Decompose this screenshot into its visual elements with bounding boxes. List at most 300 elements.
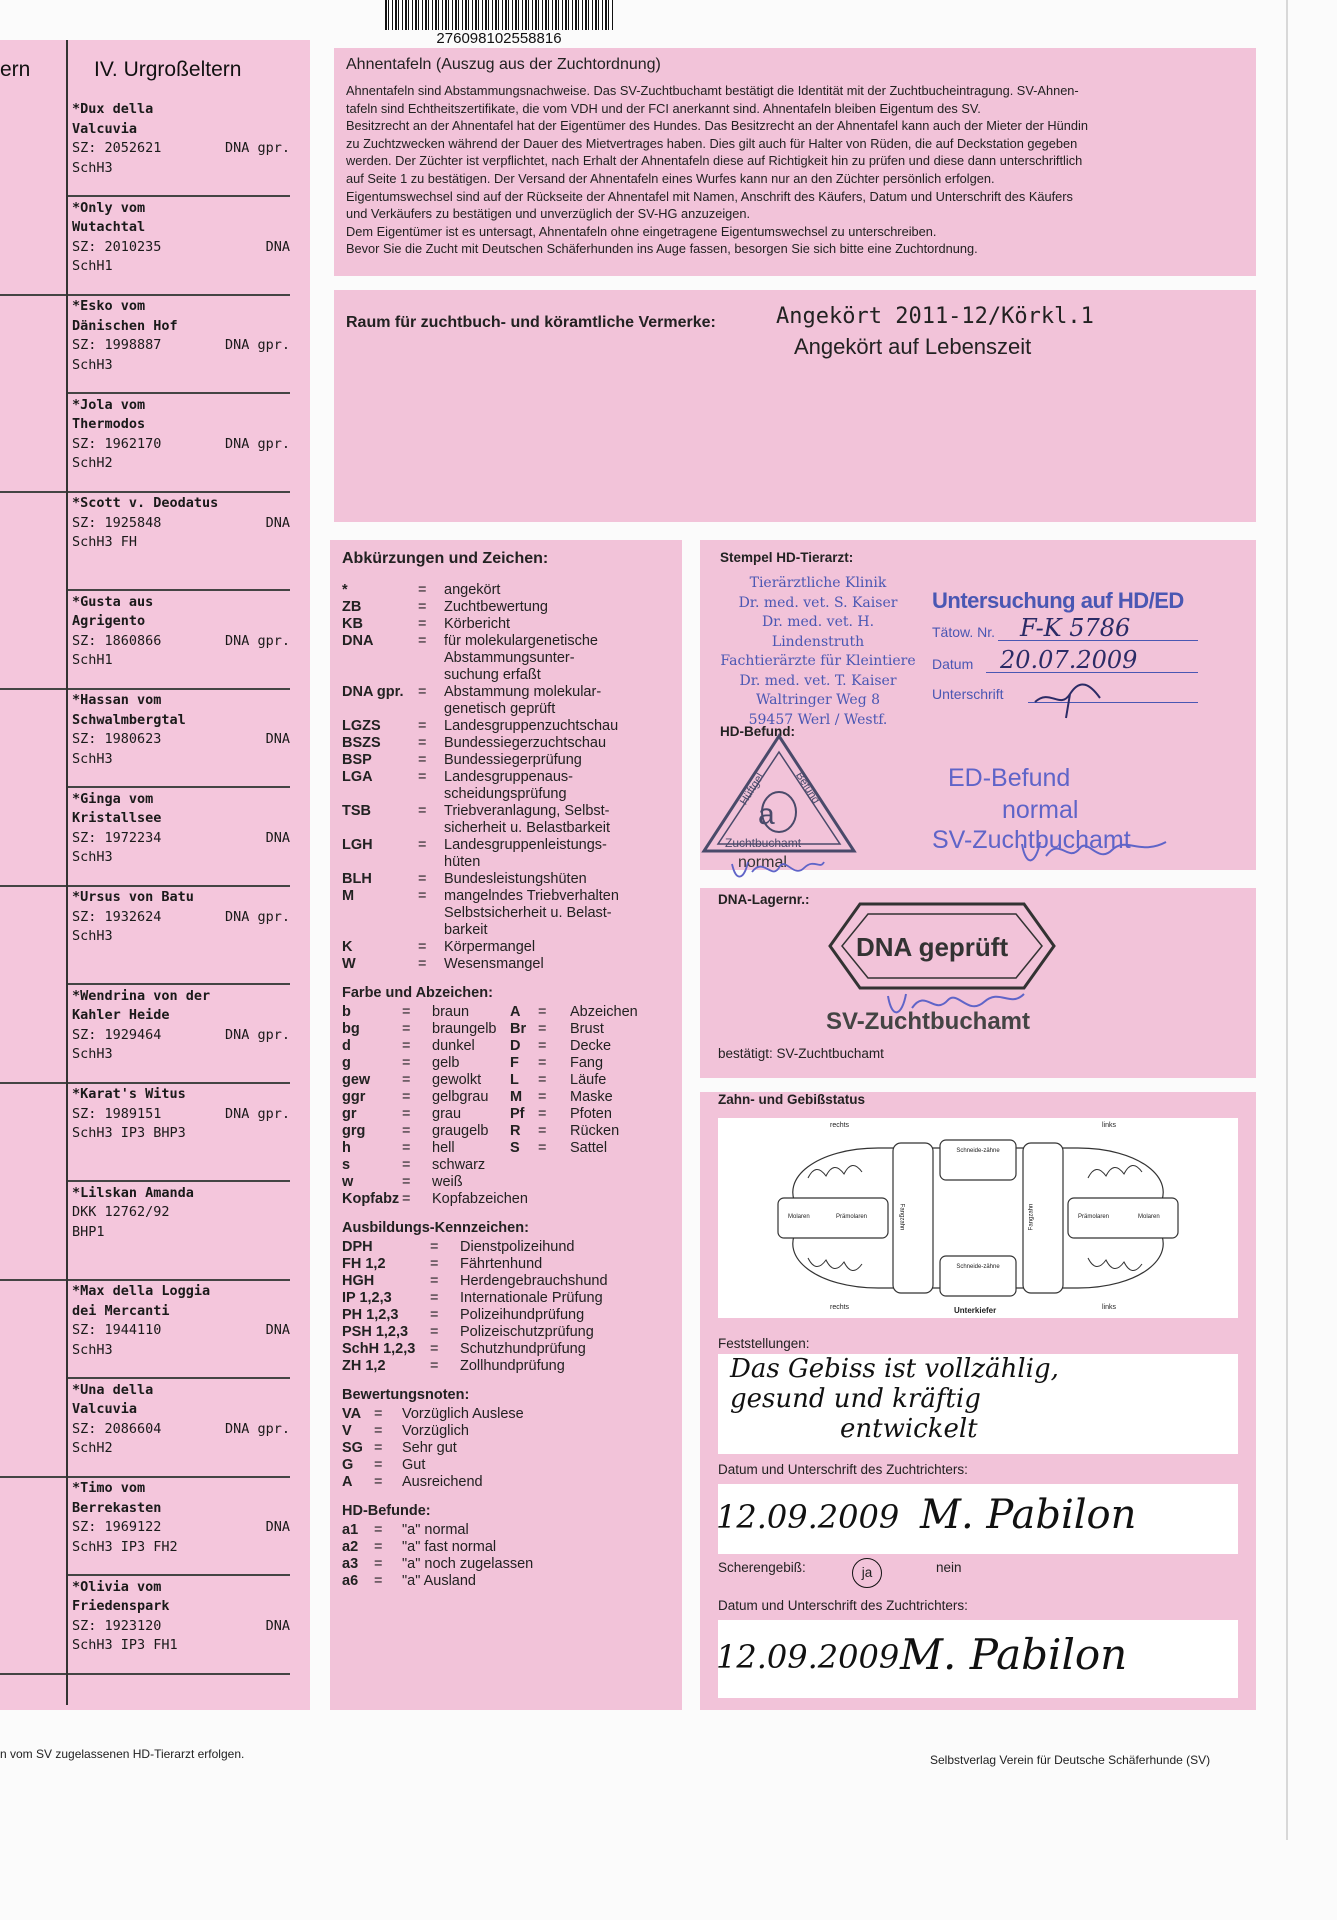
ancestor-titles: SchH3	[72, 1046, 113, 1062]
abbr-value: Bundesleistungshüten	[444, 871, 587, 887]
ancestor-entry	[72, 199, 290, 295]
color-value: grau	[432, 1106, 462, 1122]
ancestor-reg-line	[72, 238, 290, 258]
marking-value: Läufe	[570, 1072, 607, 1088]
ancestor-divider	[68, 195, 290, 197]
color-equals: =	[402, 1038, 411, 1054]
dna-storage-label: DNA-Lagernr.:	[718, 892, 810, 907]
abbr-value: Körbericht	[444, 616, 511, 632]
ancestor-titles: SchH3	[72, 159, 113, 176]
chart-top-right-label: links	[1102, 1122, 1117, 1129]
abbr-equals: =	[418, 633, 427, 649]
vermerke-heading: Raum für zuchtbuch- und köramtliche Vermerke:	[346, 314, 716, 331]
ancestor-titles: SchH3 FH	[72, 534, 138, 550]
abbr-equals: =	[418, 718, 427, 734]
ancestor-divider	[68, 688, 290, 690]
ancestor-dna: DNA	[265, 238, 290, 255]
color-value: schwarz	[432, 1157, 486, 1173]
ancestor-reg-line	[72, 1518, 290, 1538]
ancestor-divider	[68, 983, 290, 985]
ancestor-reg-line	[72, 908, 290, 928]
ancestor-titles: SchH3	[72, 1341, 113, 1358]
ancestor-reg-line	[72, 730, 290, 750]
training-key: FH 1,2	[342, 1256, 386, 1272]
judge-signature-1: M. Pabilon	[920, 1492, 1137, 1538]
molars-left-label: Molaren	[788, 1214, 810, 1220]
ancestor-registration: SZ: 2052621	[72, 140, 162, 156]
pedigree-branch-line	[0, 1279, 66, 1281]
color-key: h	[342, 1140, 351, 1156]
hd-key: a6	[342, 1573, 359, 1589]
ancestor-entry	[72, 1282, 290, 1378]
color-key: gr	[342, 1106, 357, 1122]
training-equals: =	[430, 1307, 439, 1323]
ancestor-registration: SZ: 1944110	[72, 1322, 162, 1338]
ancestor-name: *Karat's Witus	[72, 1086, 186, 1102]
ancestor-reg-line	[72, 1026, 290, 1046]
hd-triangle-seal	[694, 726, 864, 874]
color-equals: =	[402, 1123, 411, 1139]
marking-equals: =	[538, 1106, 547, 1122]
rating-key: A	[342, 1474, 353, 1490]
ancestor-entry	[72, 790, 290, 886]
lower-incisors-label: Schneide-zähne	[956, 1264, 1000, 1270]
ancestor-registration: SZ: 1929464	[72, 1026, 162, 1043]
clinic-stamp-line: Dr. med. vet. S. Kaiser	[738, 594, 898, 611]
ancestor-dna: DNA	[265, 1617, 290, 1634]
ancestor-dna: DNA gpr.	[224, 632, 290, 649]
clinic-stamp-line: Tierärztliche Klinik	[749, 575, 887, 591]
hd-heading: HD-Befunde:	[342, 1503, 431, 1519]
footer-publisher: Selbstverlag Verein für Deutsche Schäferhunde (SV)	[930, 1753, 1211, 1767]
training-value: Internationale Prüfung	[460, 1290, 603, 1306]
color-key: s	[342, 1157, 351, 1173]
color-equals: =	[402, 1021, 411, 1037]
ancestor-dna: DNA gpr.	[224, 140, 290, 156]
ancestor-name: *Gusta aus Agrigento	[72, 593, 154, 629]
ancestor-registration: SZ: 1969122	[72, 1519, 162, 1535]
color-key: d	[342, 1038, 351, 1054]
ancestor-registration: DKK 12762/92	[72, 1204, 170, 1220]
abbr-equals: =	[418, 735, 427, 751]
training-equals: =	[430, 1324, 439, 1340]
color-value: gelb	[432, 1055, 460, 1071]
training-value: Polizeihundprüfung	[460, 1307, 585, 1323]
ed-befund-result: normal	[1002, 796, 1079, 824]
training-equals: =	[430, 1256, 439, 1272]
ancestor-dna: DNA	[265, 1519, 290, 1535]
color-value: Kopfabzeichen	[432, 1191, 528, 1207]
dna-stamp-authority: SV-Zuchtbuchamt	[826, 1008, 1031, 1035]
color-key: gew	[342, 1072, 371, 1088]
ancestor-entry	[72, 494, 290, 590]
training-value: Dienstpolizeihund	[460, 1239, 575, 1255]
color-equals: =	[402, 1089, 411, 1105]
abbr-value: angekört	[444, 582, 501, 598]
ancestor-registration: SZ: 1989151	[72, 1105, 162, 1122]
hd-equals: =	[374, 1539, 383, 1555]
prev-column-header: ern	[0, 58, 31, 81]
ahnentafeln-heading: Ahnentafeln (Auszug aus der Zuchtordnung)	[346, 56, 661, 73]
rating-equals: =	[374, 1423, 383, 1439]
ancestor-dna: DNA gpr.	[224, 435, 290, 452]
marking-equals: =	[538, 1004, 547, 1020]
pedigree-branch-line	[0, 1673, 66, 1675]
ancestor-dna: DNA gpr.	[224, 337, 290, 353]
color-key: grg	[342, 1123, 366, 1139]
clinic-stamp-line: Fachtierärzte für Kleintiere	[720, 653, 916, 669]
training-key: ZH 1,2	[342, 1358, 386, 1374]
pedigree-divider	[66, 40, 68, 1705]
abbr-value: Wesensmangel	[444, 956, 544, 972]
dna-stamp-text: DNA geprüft	[856, 932, 1009, 962]
hd-triangle-bottom-label: Zuchtbuchamt	[725, 836, 802, 850]
color-equals: =	[402, 1106, 411, 1122]
ancestor-divider	[68, 294, 290, 296]
abbr-value: suchung erfaßt	[444, 667, 541, 683]
marking-value: Decke	[570, 1038, 612, 1054]
training-value: Schutzhundprüfung	[460, 1341, 586, 1357]
abbr-key: DNA	[342, 633, 374, 649]
abbr-value: genetisch geprüft	[444, 701, 556, 717]
pedigree-branch-line	[0, 885, 66, 887]
rating-value: Vorzüglich Auslese	[402, 1406, 524, 1422]
ancestor-name: *Max della Loggia dei Mercanti	[72, 1283, 211, 1319]
marking-equals: =	[538, 1089, 547, 1105]
ancestor-titles: SchH2	[72, 1440, 113, 1456]
vermerk-entry-1: Angekört 2011-12/Körkl.1	[776, 304, 1094, 329]
page-edge	[1286, 0, 1288, 1840]
abbr-equals: =	[418, 616, 427, 632]
abbr-equals: =	[418, 837, 427, 853]
premolars-left-label: Prämolaren	[836, 1214, 868, 1220]
ancestor-titles: SchH3	[72, 356, 113, 373]
signature-label: Unterschrift	[932, 686, 1004, 702]
rating-key: V	[342, 1423, 352, 1439]
scissor-bite-yes: ja	[852, 1558, 882, 1588]
ancestor-titles: SchH3 IP3 BHP3	[72, 1125, 186, 1141]
color-value: weiß	[432, 1174, 463, 1190]
color-value: gewolkt	[432, 1072, 482, 1088]
findings-line: entwickelt	[840, 1414, 978, 1444]
ancestor-registration: SZ: 1962170	[72, 435, 162, 452]
hd-value: "a" normal	[402, 1522, 469, 1538]
ancestor-name: *Lilskan Amanda	[72, 1184, 194, 1201]
color-equals: =	[402, 1157, 411, 1173]
ancestor-divider	[68, 1476, 290, 1478]
abbr-value: sicherheit u. Belastbarkeit	[444, 820, 611, 836]
ancestor-name: *Olivia vom Friedenspark	[72, 1578, 170, 1614]
color-equals: =	[402, 1004, 411, 1020]
marking-key: Br	[510, 1021, 527, 1037]
ahnentafeln-box	[334, 48, 1256, 276]
hd-key: a3	[342, 1556, 359, 1572]
stamp-heading: Stempel HD-Tierarzt:	[720, 550, 854, 565]
ancestor-entry	[72, 593, 290, 689]
color-key: ggr	[342, 1089, 366, 1105]
pedigree-branch-line	[0, 688, 66, 690]
abbr-value: scheidungsprüfung	[444, 786, 567, 802]
ancestor-entry	[72, 1578, 290, 1674]
ancestor-divider	[68, 786, 290, 788]
dna-confirmation: bestätigt: SV-Zuchtbuchamt	[718, 1046, 884, 1061]
ancestor-titles: SchH1	[72, 652, 113, 668]
dna-box	[700, 888, 1256, 1078]
ancestor-entry	[72, 691, 290, 787]
ancestor-entry	[72, 1085, 290, 1181]
rating-value: Ausreichend	[402, 1474, 483, 1490]
abbr-equals: =	[418, 871, 427, 887]
marking-equals: =	[538, 1072, 547, 1088]
training-value: Zollhundprüfung	[460, 1358, 565, 1374]
ancestor-entry	[72, 888, 290, 984]
judge-date-2: 12.09.2009	[716, 1638, 900, 1676]
abbr-equals: =	[418, 752, 427, 768]
clinic-stamp-line: Dr. med. vet. H. Lindenstruth	[761, 614, 875, 650]
training-equals: =	[430, 1239, 439, 1255]
dental-chart	[718, 1118, 1238, 1318]
date-label: Datum	[932, 656, 974, 672]
rating-value: Vorzüglich	[402, 1423, 469, 1439]
color-key: bg	[342, 1021, 360, 1037]
training-equals: =	[430, 1358, 439, 1374]
canine-right-label: Fangzahn	[1028, 1203, 1035, 1231]
pedigree-branch-line	[0, 294, 66, 296]
clinic-stamp-line: 59457 Werl / Westf.	[748, 711, 888, 728]
ancestor-entry	[72, 396, 290, 492]
ancestor-reg-line	[72, 435, 290, 455]
footer-note: n vom SV zugelassenen HD-Tierarzt erfolgen.	[0, 1747, 245, 1761]
vermerk-entry-2: Angekört auf Lebenszeit	[794, 334, 1032, 359]
ancestor-name: *Ursus von Batu	[72, 889, 194, 905]
ancestor-registration: SZ: 2086604	[72, 1420, 162, 1437]
rating-equals: =	[374, 1457, 383, 1473]
ancestor-entry	[72, 100, 290, 196]
vet-clinic-stamp	[718, 574, 918, 730]
ahnentafeln-line: und Verkäufers zu bestätigen und unverzüglich der SV-HG anzuzeigen.	[346, 206, 751, 222]
tattoo-value: F-K 5786	[1020, 614, 1131, 642]
pedigree-branch-line	[0, 1082, 66, 1084]
ancestor-name: *Una della Valcuvia	[72, 1381, 154, 1417]
barcode-number: 276098102558816	[436, 30, 562, 47]
chart-top-left-label: rechts	[830, 1122, 850, 1129]
ancestor-dna: DNA gpr.	[224, 1420, 290, 1437]
hd-value: "a" Ausland	[402, 1573, 476, 1589]
ancestor-reg-line	[72, 1420, 290, 1440]
abbr-value: Landesgruppenleistungs-	[444, 837, 607, 853]
ancestor-registration: SZ: 1972234	[72, 829, 162, 846]
ancestor-dna: DNA gpr.	[224, 1105, 290, 1122]
abbr-value: Körpermangel	[444, 939, 536, 955]
color-value: braun	[432, 1004, 470, 1020]
ancestor-dna: DNA	[265, 1322, 290, 1338]
ancestor-reg-line	[72, 336, 290, 356]
rating-equals: =	[374, 1474, 383, 1490]
ancestor-registration: SZ: 1925848	[72, 514, 162, 531]
marking-key: D	[510, 1038, 521, 1054]
findings-line: Das Gebiss ist vollzählig,	[730, 1354, 1059, 1384]
abbr-key: K	[342, 939, 353, 955]
ancestor-dna: DNA	[265, 731, 290, 747]
ancestor-registration: SZ: 1980623	[72, 731, 162, 747]
abbr-key: *	[342, 582, 348, 598]
farbe-heading: Farbe und Abzeichen:	[342, 985, 493, 1001]
ahnentafeln-text	[346, 82, 1242, 258]
abbreviations-heading: Abkürzungen und Zeichen:	[342, 550, 549, 567]
color-value: dunkel	[432, 1038, 475, 1054]
marking-key: F	[510, 1055, 519, 1071]
rating-equals: =	[374, 1406, 383, 1422]
abbr-equals: =	[418, 582, 427, 598]
training-key: PSH 1,2,3	[342, 1324, 409, 1340]
marking-key: R	[510, 1123, 521, 1139]
hd-equals: =	[374, 1556, 383, 1572]
clinic-stamp-line: Dr. med. vet. T. Kaiser	[739, 672, 897, 689]
ahnentafeln-line: zu Zuchtzwecken während der Dauer des Mietvertrages haben. Dies gilt auch für Halter von Rüden, die auf Deckstation gegeben	[346, 135, 1078, 151]
barcode	[385, 0, 613, 30]
abbr-equals: =	[418, 684, 427, 700]
ancestor-divider	[68, 885, 290, 887]
hd-key: a2	[342, 1539, 359, 1555]
upper-incisors-label: Schneide-zähne	[956, 1148, 1000, 1154]
ahnentafeln-line: Eigentumswechsel sind auf der Rückseite der Ahnentafel mit Namen, Anschrift des Käufers, Datum und Unterschrift des Käufers	[346, 188, 1073, 204]
training-equals: =	[430, 1341, 439, 1357]
ancestor-registration: SZ: 1932624	[72, 908, 162, 925]
rating-heading: Bewertungsnoten:	[342, 1387, 470, 1403]
training-key: HGH	[342, 1273, 375, 1289]
chart-bottom-left-label: rechts	[830, 1304, 850, 1311]
ancestor-reg-line	[72, 1321, 290, 1341]
ancestor-titles: SchH2	[72, 455, 113, 471]
abbr-key: BSP	[342, 752, 372, 768]
ancestor-registration: SZ: 1860866	[72, 632, 162, 649]
color-equals: =	[402, 1055, 411, 1071]
exam-stamp-title: Untersuchung auf HD/ED	[932, 588, 1184, 613]
hd-triangle-left-label: Hüftgel.	[737, 768, 769, 808]
abbr-key: ZB	[342, 599, 362, 615]
abbr-value: Triebveranlagung, Selbst-	[444, 803, 610, 819]
abbr-equals: =	[418, 939, 427, 955]
hd-signature	[728, 856, 828, 886]
ancestor-name: *Wendrina von der Kahler Heide	[72, 987, 211, 1023]
abbr-value: Bundessiegerzuchtschau	[444, 735, 607, 751]
judge-signature-2: M. Pabilon	[900, 1630, 1128, 1679]
chart-lower-jaw-label: Unterkiefer	[954, 1306, 997, 1315]
hd-equals: =	[374, 1573, 383, 1589]
abbr-value: mangelndes Triebverhalten	[444, 888, 619, 904]
ahnentafeln-line: werden. Der Züchter ist verpflichtet, nach Erhalt der Ahnentafeln diese auf Richtigkeit hin zu prüfen und diese dann unterschriftlich	[346, 153, 1083, 169]
ancestor-registration: SZ: 1923120	[72, 1617, 162, 1634]
ancestor-titles: SchH3 IP3 FH2	[72, 1538, 178, 1555]
ancestor-divider	[68, 589, 290, 591]
ahnentafeln-line: Ahnentafeln sind Abstammungsnachweise. Das SV-Zuchtbuchamt bestätigt die Identität mit der Zuchtbucheintragung. SV-Ahnen-	[346, 83, 1079, 98]
ancestor-divider	[68, 1574, 290, 1576]
tattoo-label: Tätow. Nr.	[932, 624, 996, 640]
ahnentafeln-line: Dem Eigentümer ist es untersagt, Ahnentafeln ohne eingetragene Eigentumswechsel zu unterschreiben.	[346, 223, 937, 239]
marking-equals: =	[538, 1140, 547, 1156]
ancestor-reg-line	[72, 632, 290, 652]
marking-value: Brust	[570, 1021, 604, 1037]
training-key: PH 1,2,3	[342, 1307, 399, 1323]
ancestor-registration: SZ: 1998887	[72, 337, 162, 353]
pedigree-branch-line	[0, 1476, 66, 1478]
ancestor-reg-line	[72, 139, 290, 159]
abbr-value: Bundessiegerprüfung	[444, 752, 582, 768]
ancestor-entry	[72, 987, 290, 1083]
ancestor-name: *Esko vom Dänischen Hof	[72, 298, 178, 334]
training-equals: =	[430, 1273, 439, 1289]
date-value: 20.07.2009	[1000, 646, 1138, 674]
ancestor-reg-line	[72, 1617, 290, 1637]
hd-value: "a" noch zugelassen	[402, 1556, 534, 1572]
abbr-key: BLH	[342, 871, 372, 887]
abbr-key: LGH	[342, 837, 373, 853]
abbr-key: TSB	[342, 803, 371, 819]
color-key: w	[342, 1174, 354, 1190]
vermerke-box	[334, 290, 1256, 522]
hd-result-normal: normal	[738, 854, 787, 871]
abbr-value: Zuchtbewertung	[444, 599, 548, 615]
marking-key: Pf	[510, 1106, 525, 1122]
judge-sign-label-1: Datum und Unterschrift des Zuchtrichters:	[718, 1462, 968, 1477]
rating-value: Sehr gut	[402, 1440, 457, 1456]
clinic-stamp-line: Waltringer Weg 8	[755, 692, 881, 708]
abbr-key: LGZS	[342, 718, 381, 734]
ancestor-entry	[72, 1479, 290, 1575]
abbr-value: Abstammungsunter-	[444, 650, 575, 666]
color-value: graugelb	[432, 1123, 489, 1139]
color-key: b	[342, 1004, 351, 1020]
ahnentafeln-line: tafeln sind Echtheitszertifikate, die vom VDH und der FCI anerkannt sind. Ahnentafeln bleiben Eigentum des SV.	[346, 100, 981, 116]
abbr-value: Landesgruppenzuchtschau	[444, 718, 619, 734]
training-equals: =	[430, 1290, 439, 1306]
abbr-equals: =	[418, 803, 427, 819]
ancestor-name: *Ginga vom Kristallsee	[72, 790, 162, 826]
marking-equals: =	[538, 1123, 547, 1139]
judge-date-1: 12.09.2009	[716, 1498, 900, 1536]
ancestor-divider	[68, 1377, 290, 1379]
color-equals: =	[402, 1140, 411, 1156]
ancestor-name: *Dux della Valcuvia	[72, 101, 154, 137]
abbr-equals: =	[418, 956, 427, 972]
ancestor-titles: SchH3	[72, 849, 113, 865]
ancestor-titles: SchH1	[72, 258, 113, 274]
color-equals: =	[402, 1191, 411, 1207]
ahnentafeln-line: Bevor Sie die Zucht mit Deutschen Schäferhunden ins Auge fassen, besorgen Sie sich bitte eine Zuchtordnung.	[346, 241, 978, 257]
ahnentafeln-line: Besitzrecht an der Ahnentafel hat der Eigentümer des Hundes. Das Besitzrecht an der Ahnentafel kann auch der Mieter der Hündin	[346, 118, 1088, 134]
abbr-key: W	[342, 956, 356, 972]
findings-text	[730, 1354, 1230, 1444]
marking-key: A	[510, 1004, 521, 1020]
ancestor-divider	[68, 1180, 290, 1182]
ancestor-titles: SchH3	[72, 928, 113, 944]
abbr-value: Landesgruppenaus-	[444, 769, 573, 785]
premolars-right-label: Prämolaren	[1078, 1214, 1110, 1220]
ancestor-divider	[68, 392, 290, 394]
findings-line: gesund und kräftig	[730, 1384, 981, 1414]
ancestor-registration: SZ: 2010235	[72, 238, 162, 255]
hd-key: a1	[342, 1522, 359, 1538]
marking-value: Fang	[570, 1055, 604, 1071]
hd-triangle-right-label: Befund	[793, 770, 822, 806]
ed-befund-label: ED-Befund	[948, 764, 1071, 792]
training-key: IP 1,2,3	[342, 1290, 392, 1306]
marking-equals: =	[538, 1021, 547, 1037]
ancestor-entry	[72, 1184, 290, 1280]
hd-value: "a" fast normal	[402, 1539, 497, 1555]
ancestor-name: *Jola vom Thermodos	[72, 396, 146, 432]
marking-equals: =	[538, 1038, 547, 1054]
